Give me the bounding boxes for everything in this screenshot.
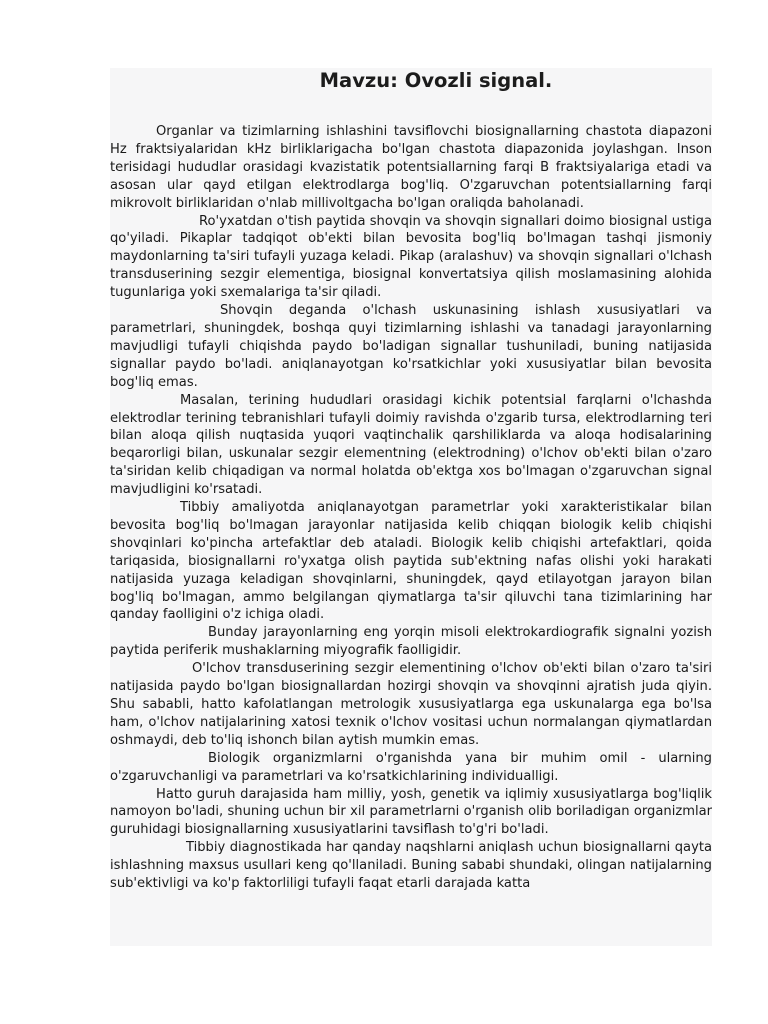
paragraph: Shovqin deganda o'lchash uskunasining ishlash xususiyatlari va parametrlari, shuningdek, boshqa quyi tizimlarning ishlashi va tanadagi jarayonlarning mavjudligi tufayli chiqishda paydo bo'ladigan signallar tushuniladi, buning natijasida signallar paydo bo'ladi. aniqlanayotgan ko'rsatkichlar yoki xususiyatlar bilan bevosita bog'liq emas. (110, 303, 712, 390)
paragraph: Bunday jarayonlarning eng yorqin misoli elektrokardiografik signalni yozish paytida periferik mushaklarning miyografik faolligidir. (110, 625, 712, 659)
document-body (110, 123, 712, 893)
paragraph: Ro'yxatdan o'tish paytida shovqin va shovqin signallari doimo biosignal ustiga qo'yiladi. Pikaplar tadqiqot ob'ekti bilan bevosita bog'liq bo'lmagan tashqi jismoniy maydonlarning ta'siri tufayli yuzaga keladi. Pikap (aralashuv) va shovqin signallari o'lchash transduserining sezgir elementiga, biosignal konvertatsiya qilish moslamasining alohida tugunlariga yoki sxemalariga ta'sir qiladi. (110, 213, 712, 301)
paragraph: Masalan, terining hududlari orasidagi kichik potentsial farqlarni o'lchashda elektrodlar terining tebranishlari tufayli doimiy ravishda o'zgarib tursa, elektrodlarning teri bilan aloqa qilish nuqtasida yuqori vaqtinchalik qarshiliklarda va aloqa hodisalarining beqarorligi bilan, uskunalar sezgir elementning (elektrodning) o'lchov ob'ekti bilan o'zaro ta'siridan kelib chiqadigan va normal holatda ob'ektga xos bo'lmagan o'zgaruvchan signal mavjudligini ko'rsatadi. (110, 392, 712, 498)
paragraph: Tibbiy diagnostikada har qanday naqshlarni aniqlash uchun biosignallarni qayta ishlashning maxsus usullari keng qo'llaniladi. Buning sababi shundaki, olingan natijalarning sub'ektivligi va ko'p faktorliligi tufayli faqat etarli darajada katta (110, 840, 712, 892)
paragraph: Tibbiy amaliyotda aniqlanayotgan parametrlar yoki xarakteristikalar bilan bevosita bog'liq bo'lmagan jarayonlar natijasida kelib chiqqan biologik kelib chiqishi shovqinlari ko'pincha artefaktlar deb ataladi. Biologik kelib chiqishi artefaktlari, qoida tariqasida, biosignallarni ro'yxatga olish paytida sub'ektning nafas olishi yoki harakati natijasida yuzaga keladigan shovqinlarni, shuningdek, qayd etilayotgan jarayon bilan bog'liq bo'lmagan, ammo belgilangan qiymatlarga ta'sir qiluvchi tana tizimlarining har qanday faolligini o'z ichiga oladi. (110, 500, 712, 623)
paragraph: Hatto guruh darajasida ham milliy, yosh, genetik va iqlimiy xususiyatlarga bog'liqlik namoyon bo'ladi, shuning uchun bir xil parametrlarni o'rganish olib boriladigan organizmlar guruhidagi biosignallarning xususiyatlarini tavsiflash to'g'ri bo'ladi. (110, 786, 712, 838)
document-page (110, 68, 712, 946)
paragraph: Organlar va tizimlarning ishlashini tavsiflovchi biosignallarning chastota diapazoni Hz fraktsiyalaridan kHz birliklarigacha bo'lgan chastota diapazonida joylashgan. Inson terisidagi hududlar orasidagi kvazistatik potentsiallarning farqi B fraktsiyalariga etadi va asosan ular qayd etilgan elektrodlarga bog'liq. O'zgaruvchan potentsiallarning farqi mikrovolt birliklaridan o'nlab millivoltgacha bo'lgan oraliqda baholanadi. (110, 124, 712, 211)
paragraph: O'lchov transduserining sezgir elementining o'lchov ob'ekti bilan o'zaro ta'siri natijasida paydo bo'lgan biosignallardan hozirgi shovqin va shovqinni ajratish juda qiyin. Shu sababli, hatto kafolatlangan metrologik xususiyatlarga ega uskunalarga ega bo'lsa ham, o'lchov natijalarining xatosi texnik o'lchov vositasi uchun normalangan qiymatlardan oshmaydi, deb to'liq ishonch bilan aytish mumkin emas. (110, 661, 712, 748)
paragraph: Biologik organizmlarni o'rganishda yana bir muhim omil - ularning o'zgaruvchanligi va parametrlari va ko'rsatkichlarining individualligi. (110, 750, 712, 784)
document-title: Mavzu: Ovozli signal. (319, 69, 553, 92)
